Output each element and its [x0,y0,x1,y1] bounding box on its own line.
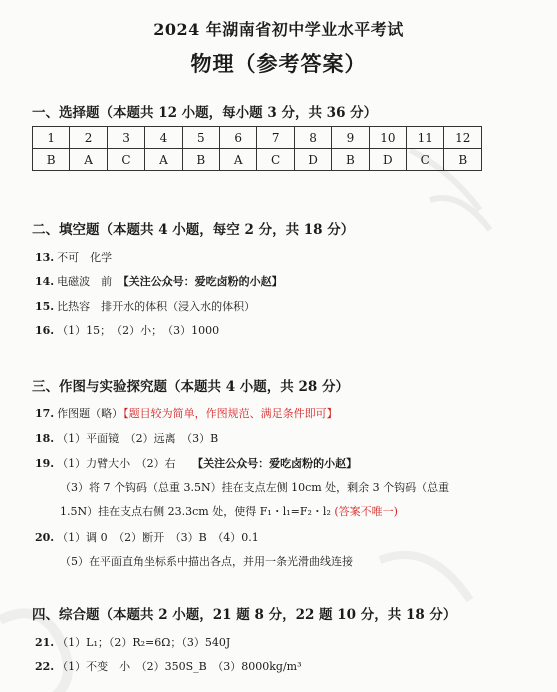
answer-cell: B [444,149,482,171]
question-number: 19. [35,457,55,470]
answer-cell: D [369,149,406,171]
section4-heading: 四、综合题（本题共 2 小题，21 题 8 分，22 题 10 分，共 18 分） [32,607,457,623]
question-number-cell: 2 [70,127,107,149]
question-number: 22. [35,660,55,673]
answer-line-14 [35,273,283,289]
exam-title: 2024 年湖南省初中学业水平考试 [153,20,404,39]
question-number: 20. [35,531,55,544]
answer-line-18 [35,430,218,446]
exam-subtitle: 物理（参考答案） [190,51,367,76]
answer-text: （1）力臂大小 （2）右 [57,457,198,470]
promo-note: 【关注公众号：爱吃卤粉的小赵】 [197,457,358,470]
choice-answer-table [32,126,482,171]
question-number: 16. [35,324,55,337]
answer-text: 比热容 排开水的体积（浸入水的体积） [57,300,256,313]
answer-line-15 [35,298,255,314]
section3-heading: 三、作图与实验探究题（本题共 4 小题，共 28 分） [32,379,349,395]
question-number-cell: 6 [220,127,257,149]
question-number: 15. [35,300,55,313]
answer-line-17 [35,405,338,421]
answer-cell: C [107,149,144,171]
answer-text: 1.5N）挂在支点右侧 23.3cm 处，使得 F₁・l₁=F₂・l₂ [60,505,335,518]
table-row-answers [33,149,482,171]
question-number-cell: 10 [369,127,406,149]
answer-line-13 [35,249,112,265]
answer-cell: B [33,149,70,171]
answer-text: （1）不变 小 （2）350S_B （3）8000kg/m³ [57,660,302,673]
promo-note: 【关注公众号：爱吃卤粉的小赵】 [123,275,283,288]
answer-text: （1）平面镜 （2）远离 （3）B [57,432,219,445]
answer-line-19 [35,455,357,471]
section1-heading: 一、选择题（本题共 12 小题，每小题 3 分，共 36 分） [32,105,378,121]
question-number: 17. [35,407,55,420]
question-number: 21. [35,636,55,649]
red-note: 【题目较为简单，作图规范、满足条件即可】 [123,407,338,420]
question-number-cell: 4 [145,127,182,149]
answer-line-16 [35,322,219,338]
answer-text: （1）15； （2）小； （3）1000 [57,324,220,337]
question-number-cell: 9 [332,127,369,149]
section2-heading: 二、填空题（本题共 4 小题，每空 2 分，共 18 分） [32,222,355,238]
answer-line-22 [35,658,302,674]
answer-text: （1）L₁；（2）R₂=6Ω；（3）540J [57,636,231,649]
answer-cell: D [294,149,331,171]
answer-cell: A [145,149,182,171]
question-number-cell: 12 [444,127,482,149]
answer-line-19-cont2 [60,503,398,519]
answer-cell: A [220,149,257,171]
answer-cell: B [332,149,369,171]
question-number-cell: 1 [33,127,70,149]
answer-line-21 [35,634,230,650]
answer-line-19-cont: （3）将 7 个钩码（总重 3.5N）挂在支点左侧 10cm 处，剩余 3 个钩码（总重 [60,481,450,494]
question-number-cell: 3 [107,127,144,149]
answer-line-20-cont: （5）在平面直角坐标系中描出各点，并用一条光滑曲线连接 [60,555,353,568]
red-note: (答案不唯一) [334,505,398,518]
question-number-cell: 7 [257,127,294,149]
answer-cell: C [407,149,444,171]
question-number-cell: 5 [182,127,219,149]
answer-text: 作图题（略） [57,407,124,420]
answer-text: （1）调 0 （2）断开 （3）B （4）0.1 [57,531,259,544]
table-row-numbers [33,127,482,149]
question-number: 18. [35,432,55,445]
answer-line-20 [35,529,259,545]
question-number: 14. [35,275,55,288]
answer-cell: A [70,149,107,171]
question-number: 13. [35,251,55,264]
answer-text: 不可 化学 [57,251,113,264]
answer-text: 电磁波 前 [57,275,124,288]
question-number-cell: 11 [407,127,444,149]
answer-cell: C [257,149,294,171]
answer-cell: B [182,149,219,171]
question-number-cell: 8 [294,127,331,149]
